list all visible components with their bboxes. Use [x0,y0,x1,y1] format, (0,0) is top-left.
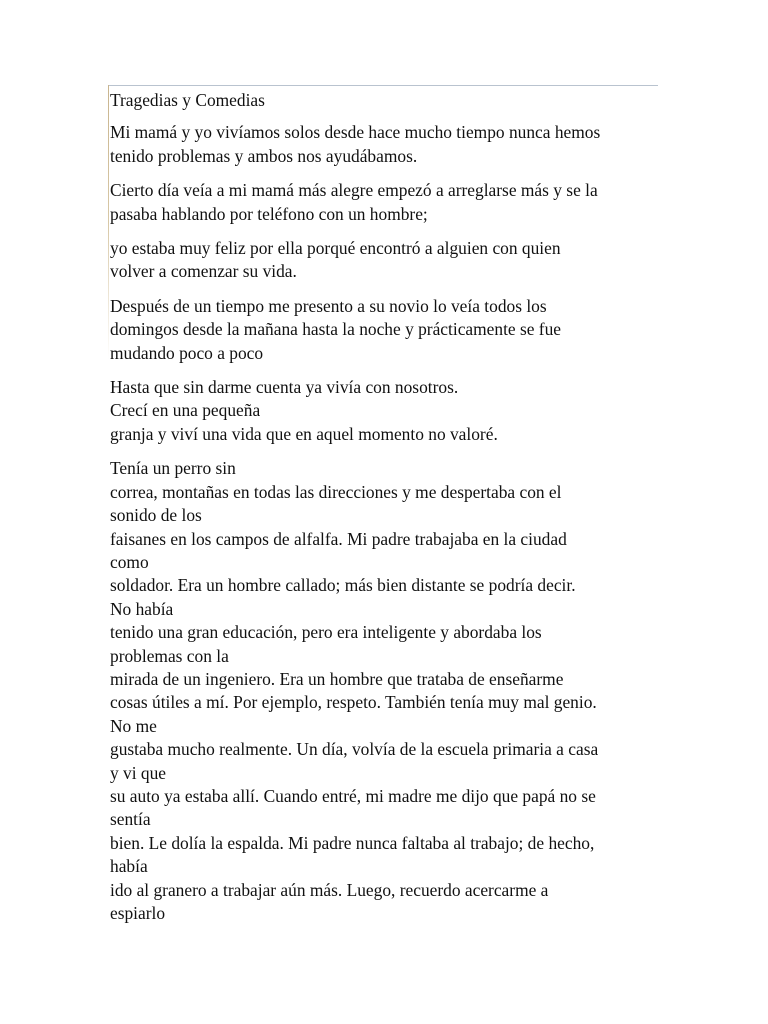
text-line: como [110,551,149,572]
text-line: problemas con la [110,645,229,666]
text-line: mudando poco a poco [110,342,264,363]
text-line: volver a comenzar su vida. [110,261,297,282]
text-line: bien. Le dolía la espalda. Mi padre nunca faltaba al trabajo; de hecho, [110,832,595,853]
paragraph [110,457,658,925]
document-body [110,89,658,936]
text-line: Cierto día veía a mi mamá más alegre empezó a arreglarse más y se la [110,180,598,201]
text-line: faisanes en los campos de alfalfa. Mi padre trabajaba en la ciudad [110,528,567,549]
text-line: había [110,856,148,877]
page-top-rule [108,85,658,86]
text-line: gustaba mucho realmente. Un día, volvía de la escuela primaria a casa [110,739,599,760]
text-line: ido al granero a trabajar aún más. Luego, recuerdo acercarme a [110,879,549,900]
text-line: mirada de un ingeniero. Era un hombre que trataba de enseñarme [110,668,564,689]
text-line: domingos desde la mañana hasta la noche y prácticamente se fue [110,319,562,340]
text-line: No había [110,598,174,619]
paragraph [110,295,658,365]
text-line: cosas útiles a mí. Por ejemplo, respeto. También tenía muy mal genio. [110,692,597,713]
text-line: espiarlo [110,903,166,923]
text-line: Mi mamá y yo vivíamos solos desde hace mucho tiempo nunca hemos [110,122,601,143]
text-line: soldador. Era un hombre callado; más bien distante se podría decir. [110,575,576,596]
text-line: pasaba hablando por teléfono con un hombre; [110,203,428,224]
text-line: Crecí en una pequeña [110,400,261,421]
title-text: Tragedias y Comedias [110,90,265,110]
document-title [110,89,658,112]
text-line: Hasta que sin darme cuenta ya vivía con nosotros. [110,377,459,398]
text-line: tenido problemas y ambos nos ayudábamos. [110,145,418,166]
text-line: No me [110,715,157,736]
margin-rule [108,85,109,360]
text-line: sonido de los [110,505,202,526]
paragraph [110,179,658,226]
text-line: Después de un tiempo me presento a su novio lo veía todos los [110,295,547,316]
text-line: yo estaba muy feliz por ella porqué encontró a alguien con quien [110,238,561,259]
paragraph [110,376,658,446]
text-line: Tenía un perro sin [110,458,236,479]
text-line: tenido una gran educación, pero era inteligente y abordaba los [110,622,542,643]
paragraph [110,121,658,168]
text-line: su auto ya estaba allí. Cuando entré, mi madre me dijo que papá no se [110,785,596,806]
text-line: y vi que [110,762,167,783]
paragraph [110,237,658,284]
text-line: correa, montañas en todas las direcciones y me despertaba con el [110,481,562,502]
text-line: granja y viví una vida que en aquel momento no valoré. [110,423,498,444]
text-line: sentía [110,809,151,830]
